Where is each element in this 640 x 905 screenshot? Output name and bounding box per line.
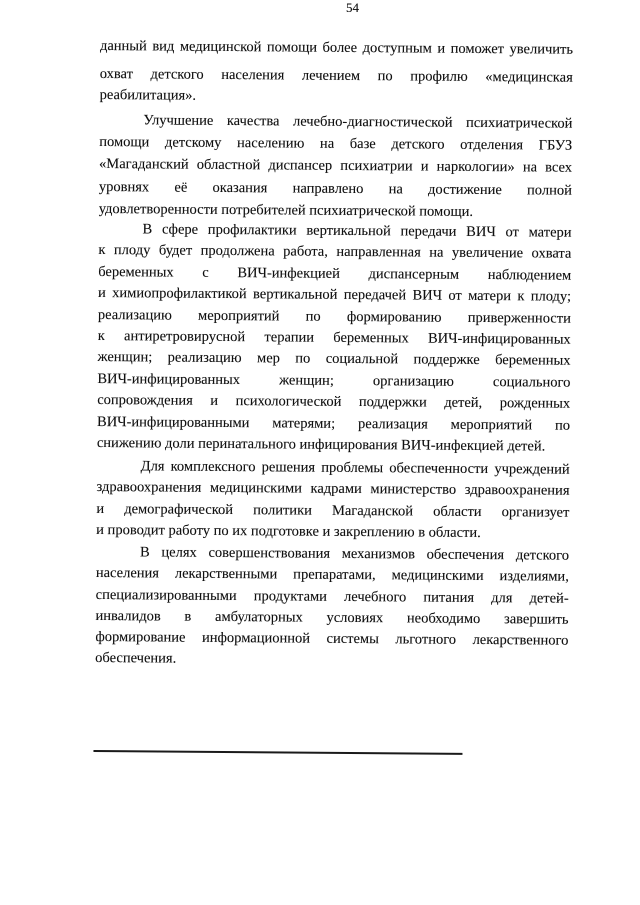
paragraph (99, 109, 573, 224)
paragraph (97, 219, 572, 458)
text-line: сопровождения и психологической поддержки детей, рожденных (97, 392, 571, 412)
text-line: ВИЧ-инфицированными матерями; реализация мероприятий по (96, 413, 571, 434)
text-line: к плоду будет продолжена работа, направленная на увеличение охвата (98, 242, 572, 263)
text-line: удовлетворенности потребителей психиатрической помощи. (98, 200, 474, 220)
text-line: ВИЧ-инфицированных женщин; организацию социального (97, 370, 571, 391)
text-line: инвалидов в амбулаторных условиях необходимо завершить (95, 607, 569, 628)
text-line: и химиопрофилактикой вертикальной передачей ВИЧ от матери к плоду; (98, 285, 572, 305)
text-line: реализацию мероприятий по формированию приверженности (97, 306, 571, 327)
text-line: беременных с ВИЧ-инфекцией диспансерным наблюдением (98, 263, 572, 284)
document-body (94, 0, 573, 784)
paragraph (95, 542, 569, 673)
text-line: населения лекарственными препаратами, медицинскими изделиями, (95, 565, 569, 585)
text-line: формирование информационной системы льготного лекарственного (95, 629, 569, 649)
text-line: и проводит работу по их подготовке и закреплению в области. (96, 522, 481, 542)
text-line: «Магаданский областной диспансер психиатрии и наркологии» на всех (99, 156, 573, 177)
text-line: к антиретровирусной терапии беременных ВИЧ-инфицированных (97, 328, 571, 348)
text-line: В целях совершенствования механизмов обеспечения детского (139, 544, 570, 564)
text-line: обеспечения. (95, 650, 177, 668)
paragraph (100, 36, 574, 110)
text-line: специализированными продуктами лечебного питания для детей- (95, 586, 569, 607)
text-line: уровнях её оказания направлено на достижение полной (98, 178, 572, 199)
text-line: здравоохранения медицинскими кадрами министерство здравоохранения (96, 479, 570, 500)
text-line: женщин; реализацию мер по социальной поддержке беременных (97, 349, 571, 370)
text-line: данный вид медицинской помощи более доступным и поможет увеличить (99, 38, 574, 58)
text-line: Улучшение качества лечебно-диагностической психиатрической (143, 112, 573, 132)
text-line: помощи детскому населению на базе детского отделения ГБУЗ (99, 134, 573, 154)
separator-line (93, 750, 462, 755)
text-line: реабилитация». (99, 86, 197, 104)
text-line: Для комплексного решения проблемы обеспеченности учреждений (140, 458, 570, 478)
text-line: снижению доли перинатального инфицирования ВИЧ-инфекцией детей. (96, 435, 546, 455)
page-number: 54 (346, 0, 359, 15)
paragraph (96, 456, 570, 545)
text-line: охват детского населения лечением по профилю «медицинская (99, 65, 573, 86)
text-line: и демографической политики Магаданской области организует (96, 500, 570, 521)
text-line: В сфере профилактики вертикальной передачи ВИЧ от матери (142, 221, 572, 241)
